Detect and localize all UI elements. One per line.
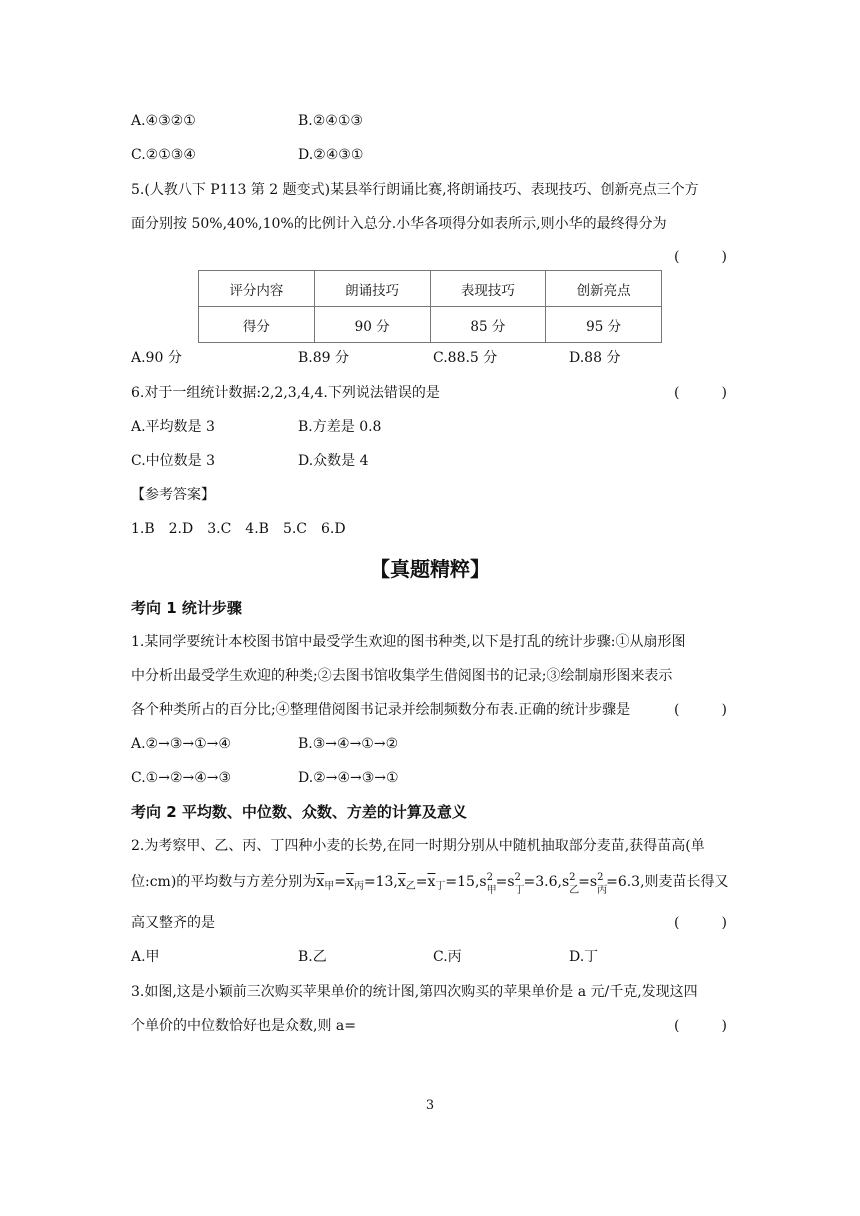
- score-table: [198, 270, 662, 343]
- q6-answer-paren: ( ): [674, 385, 727, 401]
- subscript: 甲: [324, 881, 335, 892]
- q5-answer-paren: ( ): [674, 249, 727, 265]
- table-cell: 创新亮点: [546, 271, 662, 307]
- q6-stem: 6.对于一组统计数据:2,2,3,4,4.下列说法错误的是: [131, 385, 440, 401]
- equals: =: [578, 874, 590, 890]
- equals: =: [363, 874, 376, 890]
- mean-symbol: $\overline{x}$: [427, 874, 436, 890]
- superscript: 2: [569, 872, 576, 883]
- formula-prefix: 位:cm)的平均数与方差分别为: [131, 874, 317, 890]
- q5-option-c: C.88.5 分: [433, 350, 498, 366]
- subscript: 乙: [569, 885, 580, 896]
- variance-symbol: s: [507, 874, 515, 890]
- kx2-option-d: D.丁: [569, 949, 599, 965]
- mean-symbol: $\overline{x}$: [345, 874, 354, 890]
- superscript: 2: [514, 872, 521, 883]
- equals: =: [495, 874, 508, 890]
- formula-suffix: ,则麦苗长得又: [640, 874, 729, 890]
- sup-sub-stack: [597, 872, 608, 896]
- kx2-option-b: B.乙: [298, 949, 327, 965]
- kx2-q2-line1: 2.为考察甲、乙、丙、丁四种小麦的长势,在同一时期分别从中随机抽取部分麦苗,获得苗高(单: [131, 838, 705, 854]
- sup-sub-stack: [569, 872, 580, 896]
- table-cell: 85 分: [430, 307, 546, 343]
- q5-option-a: A.90 分: [131, 350, 182, 366]
- equals: =: [334, 874, 346, 890]
- kx2-heading: 考向 2 平均数、中位数、众数、方差的计算及意义: [131, 803, 467, 821]
- answer-key-title: 【参考答案】: [131, 487, 215, 503]
- sup-sub-stack: [486, 872, 497, 896]
- answer-key-text: 1.B 2.D 3.C 4.B 5.C 6.D: [131, 521, 346, 537]
- subscript: 丁: [435, 881, 446, 892]
- table-cell: 评分内容: [199, 271, 315, 307]
- subscript: 丙: [353, 881, 364, 892]
- kx1-q1-line3: 各个种类所占的百分比;④整理借阅图书记录并绘制频数分布表.正确的统计步骤是: [131, 702, 631, 718]
- sup-sub-stack: [514, 872, 525, 896]
- kx2-option-c: C.丙: [433, 949, 462, 965]
- q6-option-a: A.平均数是 3: [131, 419, 215, 435]
- kx1-heading: 考向 1 统计步骤: [131, 599, 242, 617]
- mean-symbol: $\overline{x}$: [397, 874, 406, 890]
- kx1-option-c: C.①→②→④→③: [131, 770, 232, 786]
- kx1-option-a: A.②→③→①→④: [131, 736, 231, 752]
- table-cell: 90 分: [314, 307, 430, 343]
- table-row: [199, 307, 662, 343]
- value: 3.6: [535, 874, 558, 890]
- value: 15: [457, 874, 475, 890]
- q5-option-d: D.88 分: [569, 350, 621, 366]
- kx2-q2-formula-line: [131, 872, 729, 897]
- subscript: 丙: [597, 885, 608, 896]
- variance-symbol: s: [589, 874, 598, 890]
- subscript: 乙: [405, 881, 416, 892]
- variance-symbol: s: [479, 874, 487, 890]
- table-cell: 朗诵技巧: [314, 271, 430, 307]
- section-title: 【真题精粹】: [370, 557, 490, 581]
- q4-option-c: C.②①③④: [131, 147, 196, 163]
- kx2-q3-line2: 个单价的中位数恰好也是众数,则 a=: [131, 1018, 356, 1034]
- table-cell: 得分: [199, 307, 315, 343]
- equals: =: [606, 874, 618, 890]
- kx2-q2-line3: 高又整齐的是: [131, 915, 215, 931]
- value: 6.3: [617, 874, 641, 890]
- subscript: 丁: [514, 885, 525, 896]
- mean-symbol: $\overline{x}$: [316, 874, 325, 890]
- q6-option-c: C.中位数是 3: [131, 453, 216, 469]
- kx2-q2-answer-paren: ( ): [674, 915, 727, 931]
- kx1-option-b: B.③→④→①→②: [298, 736, 399, 752]
- q5-option-b: B.89 分: [298, 350, 350, 366]
- value: 13: [375, 874, 394, 890]
- comma: ,: [474, 874, 480, 890]
- kx1-q1-line2: 中分析出最受学生欢迎的种类;②去图书馆收集学生借阅图书的记录;③绘制扇形图来表示: [131, 668, 673, 684]
- q6-option-d: D.众数是 4: [298, 453, 369, 469]
- comma: ,: [557, 874, 562, 890]
- comma: ,: [393, 874, 398, 890]
- table-cell: 95 分: [546, 307, 662, 343]
- kx2-q3-answer-paren: ( ): [674, 1018, 727, 1034]
- kx1-q1-line1: 1.某同学要统计本校图书馆中最受学生欢迎的图书种类,以下是打乱的统计步骤:①从扇形图: [131, 634, 686, 650]
- superscript: 2: [486, 872, 493, 883]
- table-cell: 表现技巧: [430, 271, 546, 307]
- kx2-option-a: A.甲: [131, 949, 160, 965]
- subscript: 甲: [486, 885, 497, 896]
- kx2-q3-line1: 3.如图,这是小颖前三次购买苹果单价的统计图,第四次购买的苹果单价是 a 元/千克,发现这四: [131, 984, 698, 1000]
- kx1-q1-answer-paren: ( ): [674, 702, 727, 718]
- equals: =: [523, 874, 536, 890]
- q5-stem-line2: 面分别按 50%,40%,10%的比例计入总分.小华各项得分如表所示,则小华的最终得分为: [131, 216, 667, 232]
- q6-option-b: B.方差是 0.8: [298, 419, 382, 435]
- q5-stem-line1: 5.(人教八下 P113 第 2 题变式)某县举行朗诵比赛,将朗诵技巧、表现技巧、创新亮点三个方: [131, 182, 699, 198]
- variance-symbol: s: [561, 874, 570, 890]
- table-header-row: [199, 271, 662, 307]
- page-number: 3: [425, 1098, 435, 1113]
- q4-option-d: D.②④③①: [298, 147, 364, 163]
- q4-option-a: A.④③②①: [131, 113, 196, 129]
- q4-option-b: B.②④①③: [298, 113, 363, 129]
- kx1-option-d: D.②→④→③→①: [298, 770, 399, 786]
- equals: =: [415, 874, 428, 890]
- equals: =: [445, 874, 458, 890]
- superscript: 2: [597, 872, 604, 883]
